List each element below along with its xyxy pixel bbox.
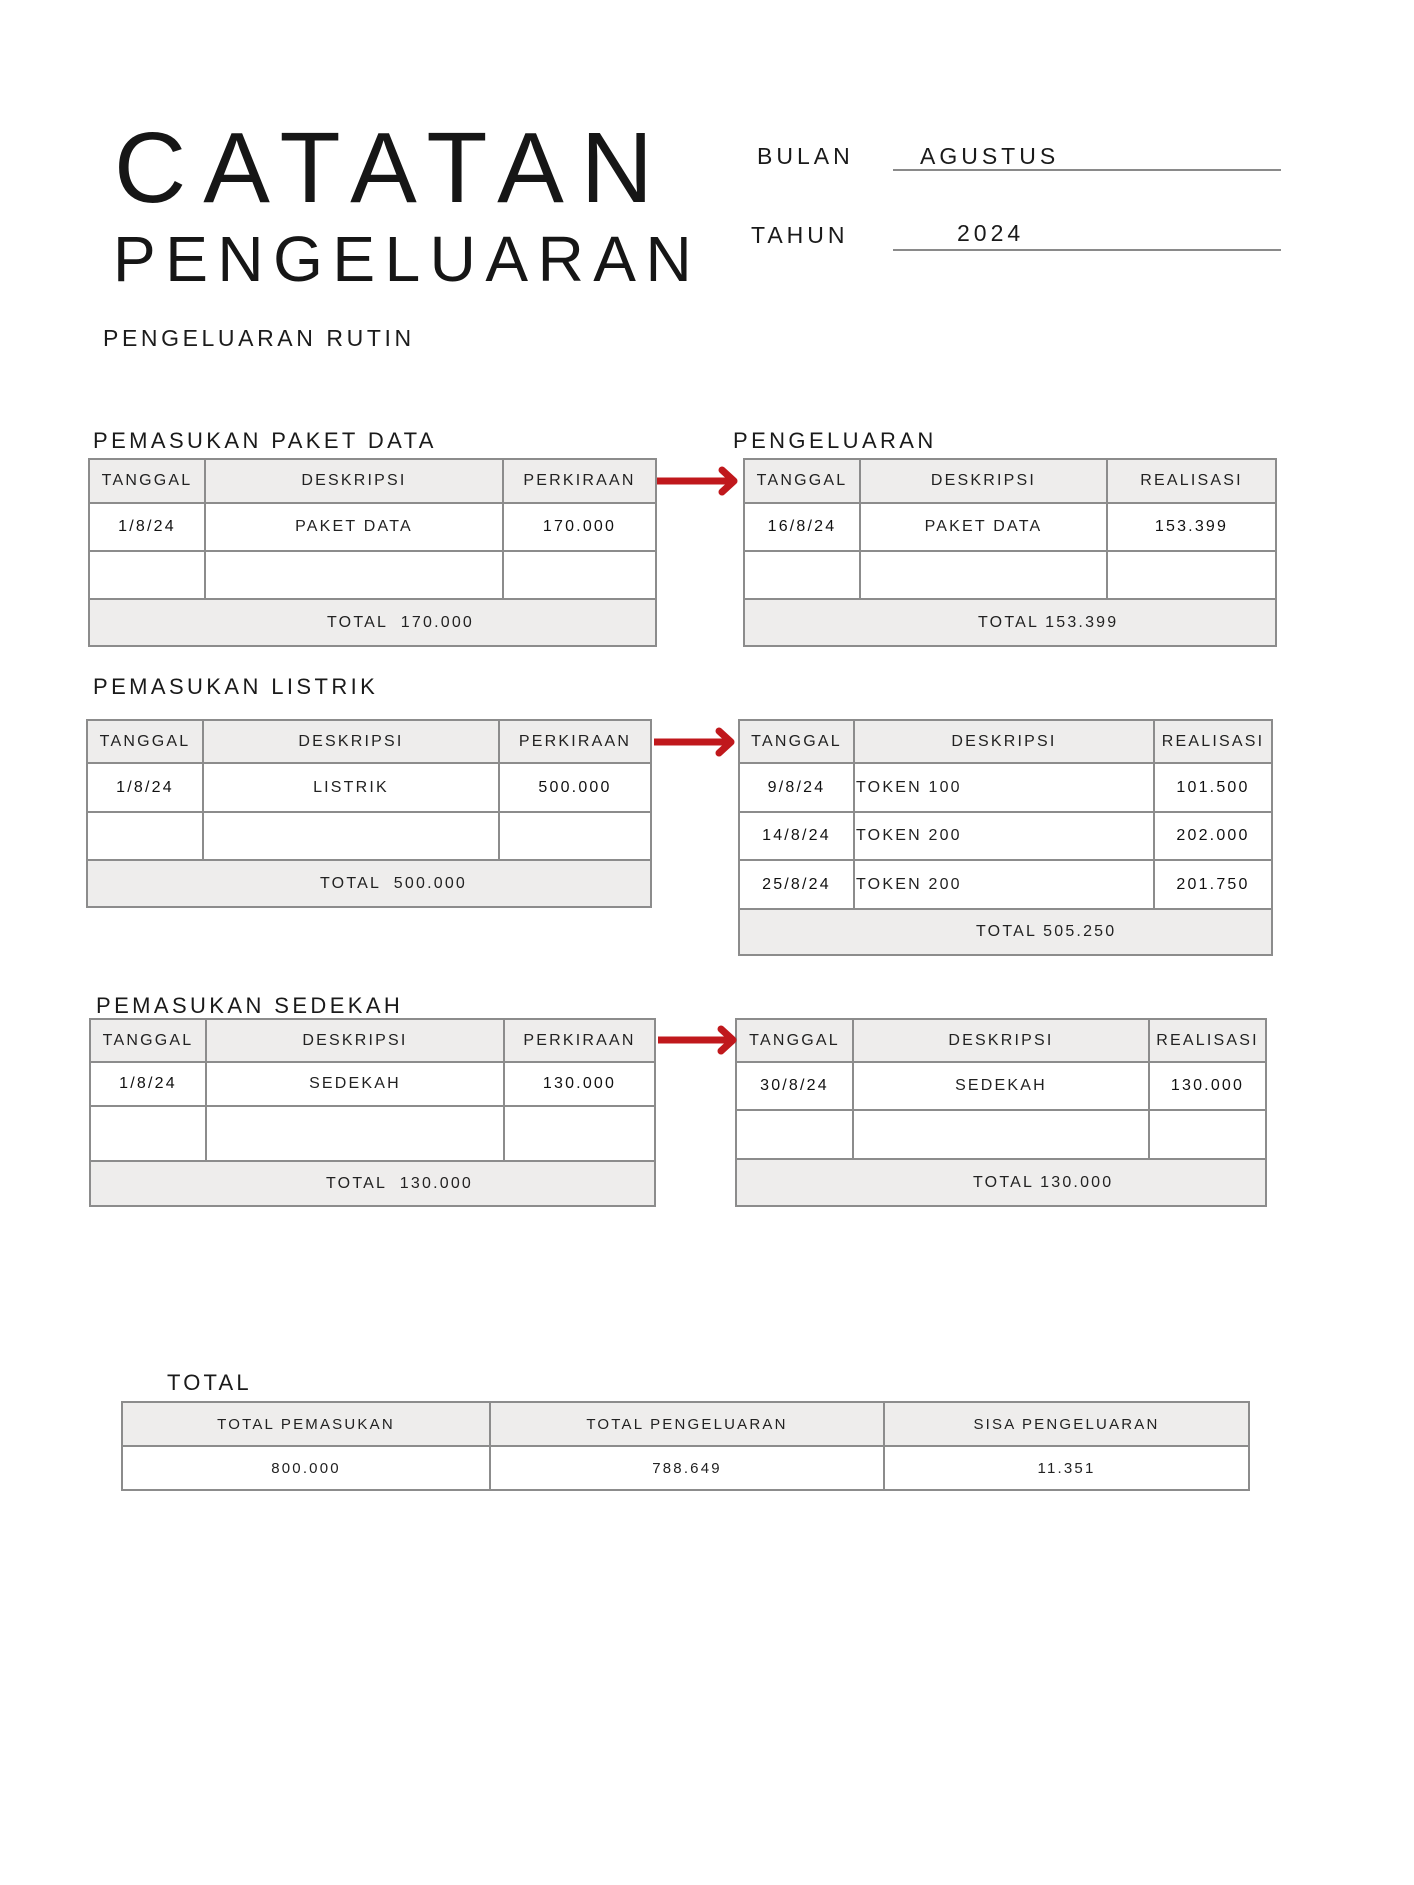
cell-amount: 170.000 bbox=[542, 518, 617, 535]
cell-date: 1/8/24 bbox=[91, 1063, 207, 1105]
table-row bbox=[90, 552, 655, 600]
column-header-amount: PERKIRAAN bbox=[523, 472, 636, 489]
summary-value-total-pemasukan: 800.000 bbox=[123, 1447, 491, 1489]
section-label-listrik: PEMASUKAN LISTRIK bbox=[93, 674, 379, 699]
expense-table-paket-data bbox=[743, 458, 1277, 647]
cell-date: 30/8/24 bbox=[737, 1063, 854, 1109]
income-table-paket-data bbox=[88, 458, 657, 647]
section-label-pengeluaran: PENGELUARAN bbox=[733, 428, 937, 453]
cell-description: TOKEN 100 bbox=[855, 764, 1155, 811]
table-row bbox=[88, 764, 650, 813]
column-header-date: TANGGAL bbox=[745, 460, 861, 502]
section-label-total: TOTAL bbox=[167, 1370, 252, 1395]
table-total-row bbox=[91, 1162, 654, 1205]
table-row bbox=[745, 552, 1275, 600]
expense-table-sedekah bbox=[735, 1018, 1267, 1207]
table-total: TOTAL 130.000 bbox=[973, 1173, 1114, 1191]
arrow-right-icon bbox=[656, 1025, 740, 1055]
column-header-description: DESKRIPSI bbox=[207, 1020, 505, 1061]
cell-description: TOKEN 200 bbox=[855, 813, 1155, 859]
cell-date: 9/8/24 bbox=[740, 764, 855, 811]
income-table-listrik bbox=[86, 719, 652, 908]
table-total-row bbox=[740, 910, 1271, 954]
cell-amount: 500.000 bbox=[538, 778, 612, 796]
column-header-amount: REALISASI bbox=[1140, 472, 1243, 489]
column-header-date: TANGGAL bbox=[90, 460, 206, 502]
cell-description bbox=[854, 1111, 1150, 1158]
expense-table-listrik bbox=[738, 719, 1273, 956]
table-total: TOTAL 500.000 bbox=[320, 874, 468, 892]
cell-description: PAKET DATA bbox=[206, 504, 504, 550]
arrow-right-icon bbox=[655, 466, 741, 496]
table-header-row bbox=[90, 460, 655, 504]
month-value: AGUSTUS bbox=[920, 143, 1060, 169]
cell-amount bbox=[505, 1107, 654, 1160]
month-label: BULAN bbox=[757, 143, 854, 169]
table-total: TOTAL 153.399 bbox=[978, 613, 1119, 631]
table-total-row bbox=[88, 861, 650, 906]
column-header-description: DESKRIPSI bbox=[204, 721, 500, 762]
table-row bbox=[91, 1063, 654, 1107]
cell-description bbox=[206, 552, 504, 598]
cell-description: SEDEKAH bbox=[207, 1063, 505, 1105]
cell-amount bbox=[500, 813, 650, 859]
table-total-row bbox=[745, 600, 1275, 645]
column-header-date: TANGGAL bbox=[88, 721, 204, 762]
column-header-date: TANGGAL bbox=[91, 1020, 207, 1061]
table-total: TOTAL 170.000 bbox=[327, 613, 475, 631]
column-header-description: DESKRIPSI bbox=[855, 721, 1155, 762]
summary-header-total-pengeluaran: TOTAL PENGELUARAN bbox=[491, 1403, 885, 1445]
cell-amount: 202.000 bbox=[1176, 827, 1250, 844]
section-label-sedekah: PEMASUKAN SEDEKAH bbox=[96, 993, 404, 1018]
column-header-date: TANGGAL bbox=[740, 721, 855, 762]
column-header-description: DESKRIPSI bbox=[206, 460, 504, 502]
year-underline bbox=[893, 249, 1281, 251]
column-header-amount: REALISASI bbox=[1156, 1031, 1259, 1049]
table-row bbox=[740, 861, 1271, 910]
column-header-amount: PERKIRAAN bbox=[523, 1031, 636, 1049]
cell-date: 1/8/24 bbox=[90, 504, 206, 550]
column-header-amount: REALISASI bbox=[1161, 732, 1265, 750]
cell-date bbox=[91, 1107, 207, 1160]
summary-header-sisa-pengeluaran: SISA PENGELUARAN bbox=[973, 1415, 1160, 1433]
table-row bbox=[90, 504, 655, 552]
month-underline bbox=[893, 169, 1281, 171]
column-header-date: TANGGAL bbox=[737, 1020, 854, 1061]
summary-value-sisa-pengeluaran: 11.351 bbox=[1037, 1459, 1096, 1477]
cell-date: 1/8/24 bbox=[88, 764, 204, 811]
table-row bbox=[737, 1063, 1265, 1111]
table-header-row bbox=[745, 460, 1275, 504]
summary-header-row bbox=[123, 1403, 1248, 1447]
cell-amount: 201.750 bbox=[1176, 875, 1250, 893]
table-row bbox=[737, 1111, 1265, 1160]
table-row bbox=[740, 813, 1271, 861]
table-row bbox=[745, 504, 1275, 552]
cell-description bbox=[207, 1107, 505, 1160]
year-label: TAHUN bbox=[751, 222, 849, 248]
table-header-row bbox=[740, 721, 1271, 764]
table-header-row bbox=[88, 721, 650, 764]
cell-date bbox=[737, 1111, 854, 1158]
table-row bbox=[88, 813, 650, 861]
cell-date: 14/8/24 bbox=[740, 813, 855, 859]
cell-amount: 153.399 bbox=[1154, 518, 1229, 535]
cell-amount: 130.000 bbox=[1170, 1077, 1245, 1094]
table-row bbox=[91, 1107, 654, 1162]
cell-description: LISTRIK bbox=[204, 764, 500, 811]
cell-amount: 101.500 bbox=[1176, 778, 1250, 796]
column-header-description: DESKRIPSI bbox=[861, 460, 1108, 502]
cell-description: PAKET DATA bbox=[861, 504, 1108, 550]
income-table-sedekah bbox=[89, 1018, 656, 1207]
cell-date: 16/8/24 bbox=[745, 504, 861, 550]
year-value: 2024 bbox=[957, 220, 1025, 246]
page-title-line2: PENGELUARAN bbox=[113, 223, 702, 295]
arrow-right-icon bbox=[652, 727, 738, 757]
table-total-row bbox=[90, 600, 655, 645]
column-header-amount: PERKIRAAN bbox=[518, 732, 632, 750]
cell-description bbox=[204, 813, 500, 859]
cell-amount bbox=[1150, 1111, 1265, 1158]
summary-header-total-pemasukan: TOTAL PEMASUKAN bbox=[123, 1403, 491, 1445]
column-header-description: DESKRIPSI bbox=[854, 1020, 1150, 1061]
summary-values-row bbox=[123, 1447, 1248, 1489]
cell-amount bbox=[1108, 552, 1275, 598]
summary-table bbox=[121, 1401, 1250, 1491]
section-label-paket-data: PEMASUKAN PAKET DATA bbox=[93, 428, 437, 453]
page-title-line1: CATATAN bbox=[114, 112, 671, 224]
table-row bbox=[740, 764, 1271, 813]
table-total: TOTAL 130.000 bbox=[326, 1174, 474, 1192]
page-subtitle: PENGELUARAN RUTIN bbox=[103, 325, 415, 351]
cell-date: 25/8/24 bbox=[740, 861, 855, 908]
cell-date bbox=[88, 813, 204, 859]
cell-date bbox=[90, 552, 206, 598]
cell-description: TOKEN 200 bbox=[855, 861, 1155, 908]
table-total: TOTAL 505.250 bbox=[976, 923, 1117, 940]
table-header-row bbox=[737, 1020, 1265, 1063]
summary-value-total-pengeluaran: 788.649 bbox=[491, 1447, 885, 1489]
cell-amount bbox=[504, 552, 655, 598]
table-header-row bbox=[91, 1020, 654, 1063]
cell-description bbox=[861, 552, 1108, 598]
cell-amount: 130.000 bbox=[542, 1075, 617, 1092]
cell-date bbox=[745, 552, 861, 598]
cell-description: SEDEKAH bbox=[854, 1063, 1150, 1109]
table-total-row bbox=[737, 1160, 1265, 1205]
